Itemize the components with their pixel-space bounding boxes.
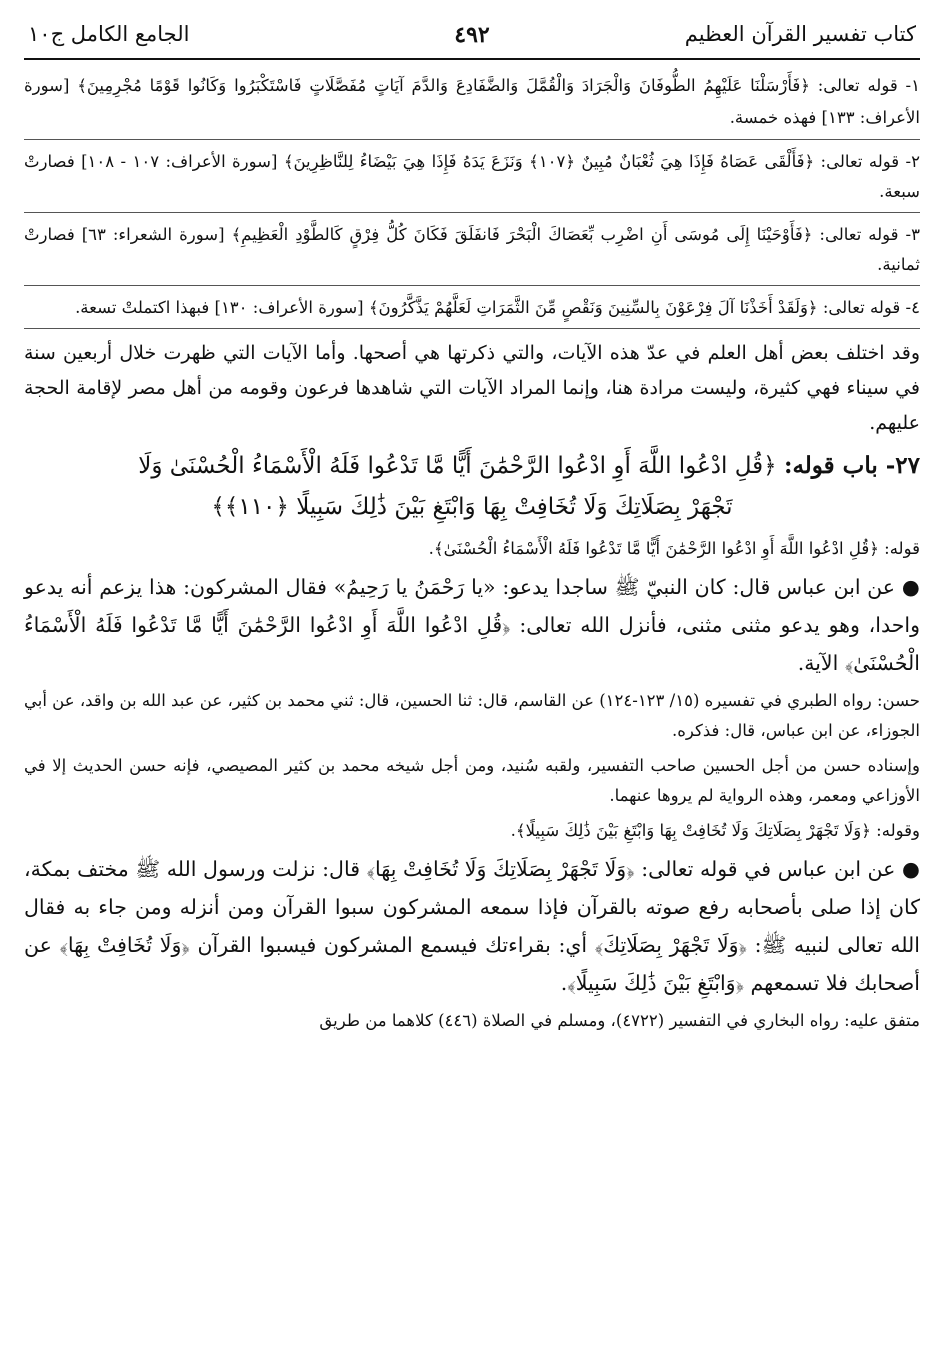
chapter-heading: [24, 445, 920, 528]
explanation-paragraph: وقد اختلف بعض أهل العلم في عدّ هذه الآيات، والتي ذكرتها هي أصحها. وأما الآيات التي ظهرت خلال أربعين سنة في سيناء فهي كثيرة، وليست مرادة هنا، وإنما المراد الآيات التي شاهدها فرعون وقومه من أهل مصر لإقامة الحجة عليهم.: [24, 342, 920, 434]
takhrij-1a: حسن: رواه الطبري في تفسيره (١٥/ ١٢٣-١٢٤) عن القاسم، قال: ثنا الحسين، قال: ثني محمد بن كثير، عن عبد الله بن واقد، عن أبي الجوزاء، عن ابن عباس، قال: فذكره.: [24, 691, 920, 740]
takhrij-2: متفق عليه: رواه البخاري في التفسير (٤٧٢٢)، ومسلم في الصلاة (٤٤٦) كلاهما من طريق: [319, 1011, 920, 1030]
page-content: [24, 60, 920, 1036]
volume-label: الجامع الكامل ج١٠: [28, 22, 190, 46]
divider: [24, 212, 920, 213]
divider: [24, 139, 920, 140]
footnote-item-2: ٢- قوله تعالى: ﴿فَأَلْقَى عَصَاهُ فَإِذَا هِيَ ثُعْبَانٌ مُبِينٌ ﴿١٠٧﴾ وَنَزَعَ يَدَهُ فَإِذَا هِيَ بَيْضَاءُ لِلنَّاظِرِينَ﴾ [سورة الأعراف: ١٠٧ - ١٠٨] فصارتْ سبعة.: [24, 152, 920, 201]
divider: [24, 285, 920, 286]
chapter-verse-line-1: ﴿قُلِ ادْعُوا اللَّهَ أَوِ ادْعُوا الرَّحْمَٰنَ أَيًّا مَّا تَدْعُوا فَلَهُ الْأَسْمَاءُ الْحُسْنَىٰ وَلَا: [138, 453, 777, 479]
hadith-2-text: عن ابن عباس في قوله تعالى: ﴿وَلَا تَجْهَرْ بِصَلَاتِكَ وَلَا تُخَافِتْ بِهَا﴾ قال: نزلت ورسول الله ﷺ مختف بمكة، كان إذا صلى بأصحابه رفع صوته بالقرآن فإذا سمعه المشركون سبوا القرآن ومن أنزله ومن جاء به فقال الله تعالى لنبيه ﷺ: ﴿وَلَا تَجْهَرْ بِصَلَاتِكَ﴾ أي: بقراءتك فيسمع المشركون فيسبوا القرآن ﴿وَلَا تُخَافِتْ بِهَا﴾ عن أصحابك فلا تسمعهم ﴿وَابْتَغِ بَيْنَ ذَٰلِكَ سَبِيلًا﴾.: [24, 857, 920, 995]
chapter-verse-line-2: تَجْهَرْ بِصَلَاتِكَ وَلَا تُخَافِتْ بِهَا وَابْتَغِ بَيْنَ ذَٰلِكَ سَبِيلًا ﴿١١٠﴾﴾: [211, 494, 733, 520]
chapter-label: ٢٧- باب قوله:: [783, 452, 920, 479]
footnote-item-3: ٣- قوله تعالى: ﴿فَأَوْحَيْنَا إِلَى مُوسَى أَنِ اضْرِب بِّعَصَاكَ الْبَحْرَ فَانفَلَقَ فَكَانَ كُلُّ فِرْقٍ كَالطَّوْدِ الْعَظِيمِ﴾ [سورة الشعراء: ٦٣] فصارتْ ثمانية.: [24, 225, 920, 274]
page-number: ٤٩٢: [454, 22, 490, 48]
bullet-icon: ●: [902, 857, 920, 881]
verse-citation-2: وقوله: ﴿وَلَا تَجْهَرْ بِصَلَاتِكَ وَلَا تُخَافِتْ بِهَا وَابْتَغِ بَيْنَ ذَٰلِكَ سَبِيلًا﴾.: [510, 821, 920, 840]
verse-citation-1: قوله: ﴿قُلِ ادْعُوا اللَّهَ أَوِ ادْعُوا الرَّحْمَٰنَ أَيًّا مَّا تَدْعُوا فَلَهُ الْأَسْمَاءُ الْحُسْنَىٰ﴾.: [428, 539, 920, 558]
takhrij-1b: وإسناده حسن من أجل الحسين صاحب التفسير، ولقبه سُنيد، ومن أجل شيخه محمد بن كثير المصيصي، فإنه حسن الحديث إلا في الأوزاعي ومعمر، وهذه الرواية لم يروها عنهما.: [24, 756, 920, 805]
divider: [24, 328, 920, 329]
page-header: [24, 0, 920, 60]
book-title: كتاب تفسير القرآن العظيم: [684, 22, 916, 46]
hadith-1-text: عن ابن عباس قال: كان النبيّ ﷺ ساجدا يدعو: «يا رَحْمَنُ يا رَحِيمُ» فقال المشركون: هذا يزعم أنه يدعو واحدا، وهو يدعو مثنى مثنى، فأنزل الله تعالى: ﴿قُلِ ادْعُوا اللَّهَ أَوِ ادْعُوا الرَّحْمَٰنَ أَيًّا مَّا تَدْعُوا فَلَهُ الْأَسْمَاءُ الْحُسْنَىٰ﴾ الآية.: [24, 575, 920, 675]
footnote-item-4: ٤- قوله تعالى: ﴿وَلَقَدْ أَخَذْنَا آلَ فِرْعَوْنَ بِالسِّنِينَ وَنَقْصٍ مِّنَ الثَّمَرَاتِ لَعَلَّهُمْ يَذَّكَّرُونَ﴾ [سورة الأعراف: ١٣٠] فبهذا اكتملتْ تسعة.: [75, 298, 920, 317]
bullet-icon: ●: [901, 575, 920, 599]
hadith-2: [24, 850, 920, 1002]
hadith-1: [24, 568, 920, 682]
footnote-item-1: ١- قوله تعالى: ﴿فَأَرْسَلْنَا عَلَيْهِمُ الطُّوفَانَ وَالْجَرَادَ وَالْقُمَّلَ وَالضَّفَادِعَ وَالدَّمَ آيَاتٍ مُفَصَّلَاتٍ فَاسْتَكْبَرُوا وَكَانُوا قَوْمًا مُجْرِمِينَ﴾ [سورة الأعراف: ١٣٣] فهذه خمسة.: [24, 76, 920, 127]
